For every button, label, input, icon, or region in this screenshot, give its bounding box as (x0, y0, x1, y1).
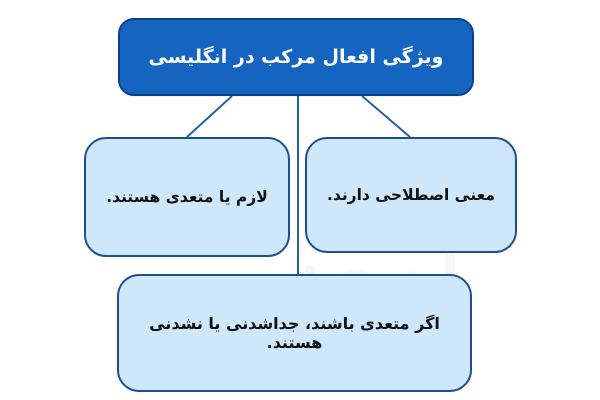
connector-title-left (187, 96, 232, 137)
diagram-title-box (118, 18, 474, 96)
node-idiomatic-meaning-text: معنی اصطلاحی دارند. (327, 186, 496, 204)
diagram-title: ویژگی افعال مرکب در انگلیسی (148, 46, 444, 68)
node-idiomatic-meaning (305, 137, 517, 253)
node-separability (117, 274, 472, 392)
node-transitivity (84, 137, 290, 257)
node-separability-text: اگر متعدی باشند، جداشدنی یا نشدنی هستند. (149, 314, 440, 352)
node-transitivity-text: لازم یا متعدی هستند. (106, 188, 268, 206)
connector-title-right (362, 96, 410, 137)
